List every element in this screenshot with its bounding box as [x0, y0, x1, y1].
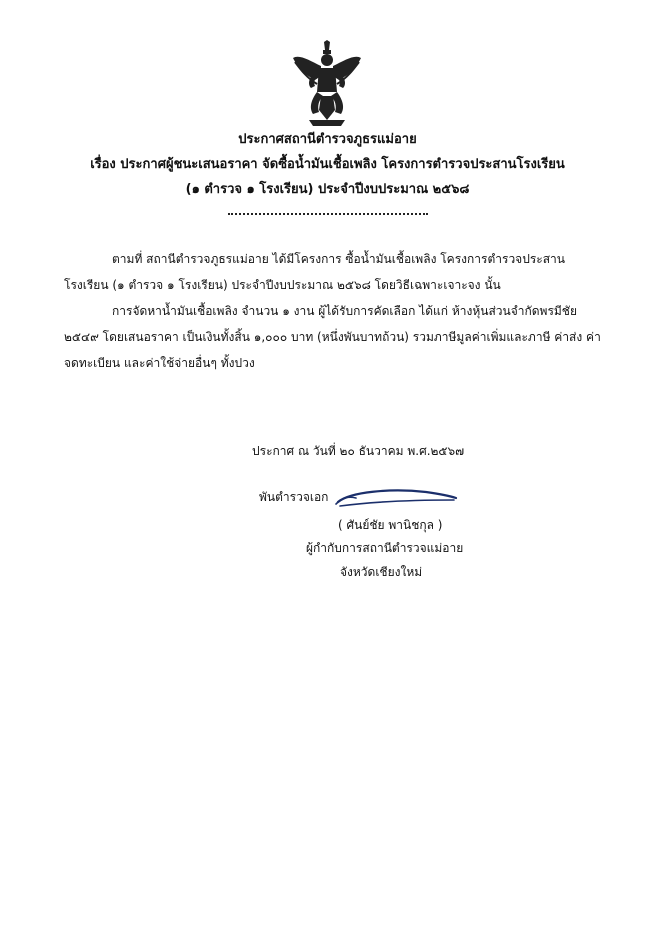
separator-dots [228, 201, 428, 215]
announcement-title: ประกาศสถานีตำรวจภูธรแม่อาย [238, 132, 417, 147]
body-paragraph-1: ตามที่ สถานีตำรวจภูธรแม่อาย ได้มีโครงการ ซื้อน้ำมันเชื้อเพลิง โครงการตำรวจประสานโรงเรียน (๑ ตำรวจ ๑ โรงเรียน) ประจำปีงบประมาณ ๒๕๖๘ โดยวิธีเฉพาะเจาะจง นั้น [64, 252, 565, 292]
body-paragraph-2: การจัดหาน้ำมันเชื้อเพลิง จำนวน ๑ งาน ผู้ได้รับการคัดเลือก ได้แก่ ห้างหุ้นส่วนจำกัดพรมีชัย ๒๕๔๙ โดยเสนอราคา เป็นเงินทั้งสิ้น ๑,๐๐๐ บาท (หนึ่งพันบาทถ้วน) รวมภาษีมูลค่าเพิ่มและภาษี ค่าส่ง ค่าจดทะเบียน และค่าใช้จ่ายอื่นๆ ทั้งปวง [64, 304, 601, 370]
signature-image [330, 486, 460, 516]
signatory-name: ( ศันย์ชัย พานิชกุล ) [338, 518, 443, 532]
announcement-date: ประกาศ ณ วันที่ ๒๐ ธันวาคม พ.ศ.๒๕๖๗ [252, 444, 465, 458]
signatory-province: จังหวัดเชียงใหม่ [340, 565, 423, 579]
signatory-position: ผู้กำกับการสถานีตำรวจแม่อาย [306, 541, 464, 555]
announcement-subject: เรื่อง ประกาศผู้ชนะเสนอราคา จัดซื้อน้ำมันเชื้อเพลิง โครงการตำรวจประสานโรงเรียน [90, 157, 565, 172]
announcement-subject-line2: (๑ ตำรวจ ๑ โรงเรียน) ประจำปีงบประมาณ ๒๕๖๘ [185, 182, 470, 197]
garuda-emblem-icon [291, 40, 363, 128]
signatory-rank: พันตำรวจเอก [259, 490, 329, 504]
